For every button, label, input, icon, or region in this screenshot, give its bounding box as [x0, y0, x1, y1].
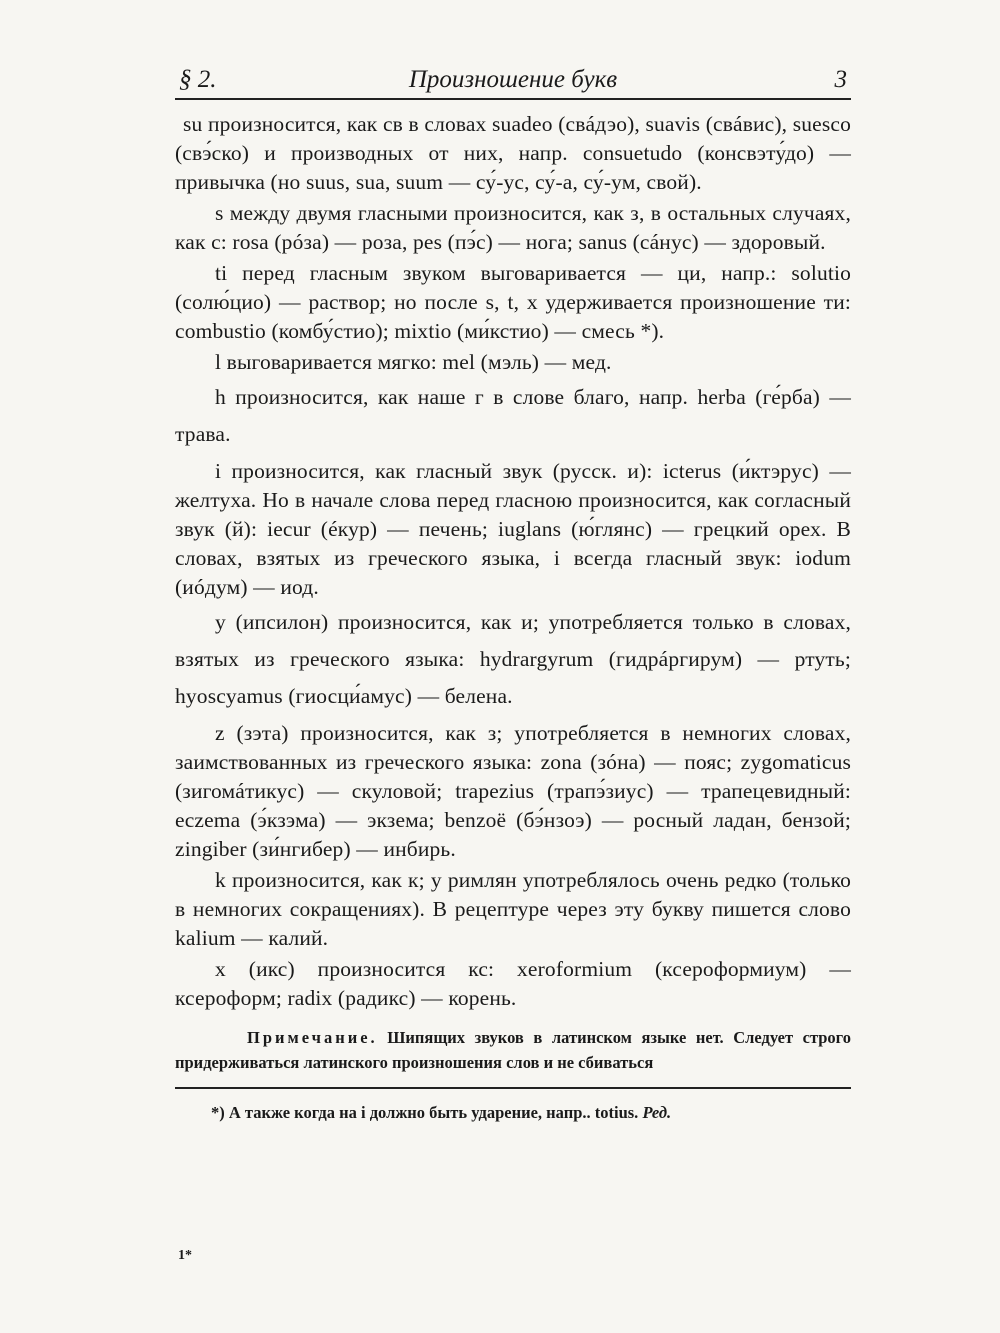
section-number: § 2.	[179, 66, 217, 93]
running-header	[175, 62, 851, 98]
paragraph-z: z (зэта) произносится, как з; употребляется в немногих словах, заимствованных из греческого языка: zona (зóна) — пояс; zygomaticus (зигомáтикус) — скуловой; trapezius (трапэ́зиус) — трапецевидный: eczema (э́кзэма) — экзема; benzoë (бэ́нзоэ) — росный ладан, бензой; zingiber (зи́нгибер) — инбирь.	[175, 721, 851, 861]
paragraph-i: i произносится, как гласный звук (русск. и): icterus (и́ктэрус) — желтуха. Но в начале слова перед гласною произносится, как согласный звук (й): iecur (éкур) — печень; iuglans (ю́глянс) — грецкий орех. В словах, взятых из греческого языка, i всегда гласный звук: iodum (иóдум) — иод.	[175, 459, 851, 599]
footnote	[211, 1103, 851, 1123]
paragraph-s: s между двумя гласными произносится, как з, в остальных случаях, как с: rosa (рóза) — роза, pes (пэ́с) — нога; sanus (сáнус) — здоровый.	[175, 201, 851, 254]
paragraph-h: h произносится, как наше г в слове благо, напр. herba (ге́рба) — трава.	[175, 385, 851, 446]
paragraph-y: y (ипсилон) произносится, как и; употребляется только в словах, взятых из греческого языка: hydrargyrum (гидрáргирум) — ртуть; hyoscyamus (гиосци́амус) — белена.	[175, 610, 851, 708]
printer-signature: 1*	[178, 1248, 192, 1263]
paragraph-k: k произносится, как к; у римлян употреблялось очень редко (только в немногих сокращениях). В рецептуре через эту букву пишется слово kalium — калий.	[175, 868, 851, 950]
note-text: Шипящих звуков в латинском языке нет. Следует строго придерживаться латинского произношения слов и не сбиваться	[175, 1028, 852, 1072]
footnote-rule	[175, 1087, 851, 1089]
paragraph-su: su произносится, как св в словах suadeo (свáдэо), suavis (свáвис), suesco (свэ́ско) и производных от них, напр. consuetudo (консвэту́до) — привычка (но suus, sua, suum — су́-ус, су́-а, су́-ум, свой).	[175, 112, 851, 194]
header-rule	[175, 98, 851, 100]
body-text	[175, 110, 851, 1013]
paragraph-ti: ti перед гласным звуком выговаривается — ци, напр.: solutio (солю́цио) — раствор; но после s, t, x удерживается произношение ти: combustio (комбу́стио); mixtio (ми́кстио) — смесь *).	[175, 261, 851, 343]
note	[175, 1025, 851, 1075]
paragraph-l: l выговаривается мягко: mel (мэль) — мед.	[215, 350, 612, 374]
paragraph-x: x (икс) произносится кс: xeroformium (ксероформиум) — ксероформ; radix (радикс) — корень.	[175, 957, 851, 1010]
note-label: Примечание.	[247, 1028, 378, 1047]
running-title: Произношение букв	[408, 66, 618, 93]
page	[175, 62, 851, 1123]
page-number: 3	[834, 66, 847, 93]
footnote-text: *) А также когда на i должно быть ударение, напр.. totius.	[211, 1103, 639, 1122]
footnote-editor: Ред.	[642, 1103, 672, 1122]
